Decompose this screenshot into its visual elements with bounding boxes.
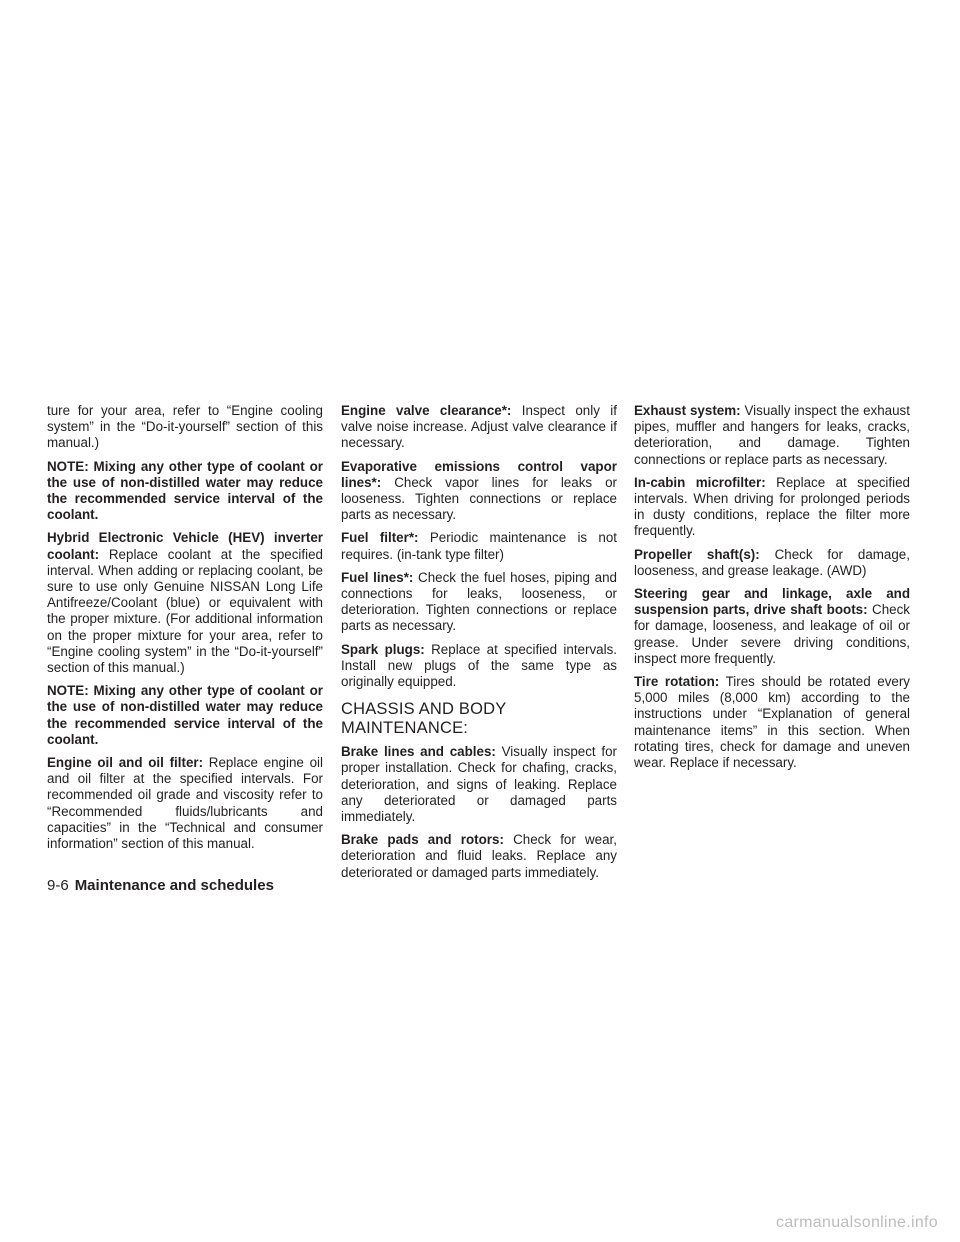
valve-clearance-text: Inspect only if valve noise increase. Adjust valve clearance if necessary.	[341, 403, 617, 451]
microfilter-text: Replace at specified intervals. When driving for prolonged periods in dusty conditions, replace the filter more frequently.	[634, 474, 910, 539]
brake-lines-text: Visually inspect for proper installation. Check for chafing, cracks, deterioration, and signs of leaking. Replace any deteriorated or damaged parts immediately.	[341, 744, 617, 825]
paragraph-engine-oil	[47, 755, 323, 852]
column-middle	[341, 403, 617, 888]
paragraph-brake-pads	[341, 832, 617, 881]
paragraph-exhaust	[634, 403, 910, 468]
paragraph-hev-coolant	[47, 530, 323, 676]
fuel-lines-text: Check the fuel hoses, piping and connections for leaks, looseness, or deterioration. Tighten connections or replace parts as necessary.	[341, 569, 617, 634]
engine-oil-text: Replace engine oil and oil filter at the specified intervals. For recommended oil grade and viscosity refer to “Recommended fluids/lubricants and capacities” in the “Technical and consumer information” section of this manual.	[47, 755, 323, 852]
section-title: Maintenance and schedules	[74, 877, 274, 894]
hev-coolant-title: Hybrid Electronic Vehicle (HEV) inverter coolant:	[47, 530, 323, 562]
brake-pads-title: Brake pads and rotors:	[341, 832, 504, 848]
spark-plugs-title: Spark plugs:	[341, 641, 425, 657]
paragraph-fuel-lines	[341, 570, 617, 635]
spark-plugs-text: Replace at specified intervals. Install new plugs of the same type as originally equipped.	[341, 641, 617, 690]
paragraph-steering	[634, 586, 910, 667]
engine-oil-title: Engine oil and oil filter:	[47, 755, 204, 771]
paragraph-spark-plugs	[341, 642, 617, 691]
column-left	[47, 403, 323, 859]
watermark: carmanualsonline.info	[776, 1214, 938, 1231]
column-right	[634, 403, 910, 778]
exhaust-text: Visually inspect the exhaust pipes, muffler and hangers for leaks, cracks, deterioration, and damage. Tighten connections or replace parts as necessary.	[634, 403, 910, 467]
paragraph-evap-lines	[341, 459, 617, 524]
evap-lines-text: Check vapor lines for leaks or looseness. Tighten connections or replace parts as necessary.	[341, 474, 617, 523]
paragraph-fuel-filter	[341, 530, 617, 562]
microfilter-title: In-cabin microfilter:	[634, 474, 766, 490]
paragraph-microfilter	[634, 475, 910, 540]
page-footer	[47, 877, 274, 895]
paragraph-tire-rotation	[634, 674, 910, 771]
note-coolant-1: NOTE: Mixing any other type of coolant or the use of non-distilled water may reduce the recommended service interval of the coolant.	[47, 458, 323, 523]
exhaust-title: Exhaust system:	[634, 403, 741, 418]
steering-text: Check for damage, looseness, and leakage of oil or grease. Under severe driving conditions, inspect more frequently.	[634, 602, 910, 666]
paragraph-brake-lines	[341, 744, 617, 825]
valve-clearance-title: Engine valve clearance*:	[341, 403, 512, 418]
fuel-filter-text: Periodic maintenance is not requires. (in-tank type filter)	[341, 530, 618, 562]
tire-rotation-text: Tires should be rotated every 5,000 miles (8,000 km) according to the instructions under “Explanation of general maintenance items” in this section. When rotating tires, check for damage and uneven wear. Replace if necessary.	[634, 674, 910, 771]
section-heading: CHASSIS AND BODY MAINTENANCE:	[341, 700, 507, 738]
page-number: 9-6	[47, 877, 69, 894]
evap-lines-title: Evaporative emissions control vapor lines*:	[341, 458, 617, 490]
note-coolant-2: NOTE: Mixing any other type of coolant or the use of non-distilled water may reduce the recommended service interval of the coolant.	[47, 683, 323, 747]
fuel-lines-title: Fuel lines*:	[341, 569, 414, 585]
paragraph-coolant-continued: ture for your area, refer to “Engine cooling system” in the “Do-it-yourself” section of this manual.)	[47, 403, 323, 451]
brake-lines-title: Brake lines and cables:	[341, 744, 496, 760]
paragraph-valve-clearance	[341, 403, 617, 452]
paragraph-propeller-shaft	[634, 547, 910, 579]
fuel-filter-title: Fuel filter*:	[341, 530, 419, 546]
propeller-shaft-title: Propeller shaft(s):	[634, 546, 760, 562]
brake-pads-text: Check for wear, deterioration and fluid leaks. Replace any deteriorated or damaged parts immediately.	[341, 832, 618, 880]
hev-coolant-text: Replace coolant at the specified interval. When adding or replacing coolant, be sure to use only Genuine NISSAN Long Life Antifreeze/Coolant (blue) or equivalent with the proper mixture. (For additional information on the proper mixture for your area, refer to “Engine cooling system” in the “Do-it-yourself” section of this manual.)	[47, 546, 323, 676]
propeller-shaft-text: Check for damage, looseness, and grease leakage. (AWD)	[634, 546, 910, 578]
tire-rotation-title: Tire rotation:	[634, 674, 720, 690]
steering-title: Steering gear and linkage, axle and suspension parts, drive shaft boots:	[634, 586, 910, 618]
